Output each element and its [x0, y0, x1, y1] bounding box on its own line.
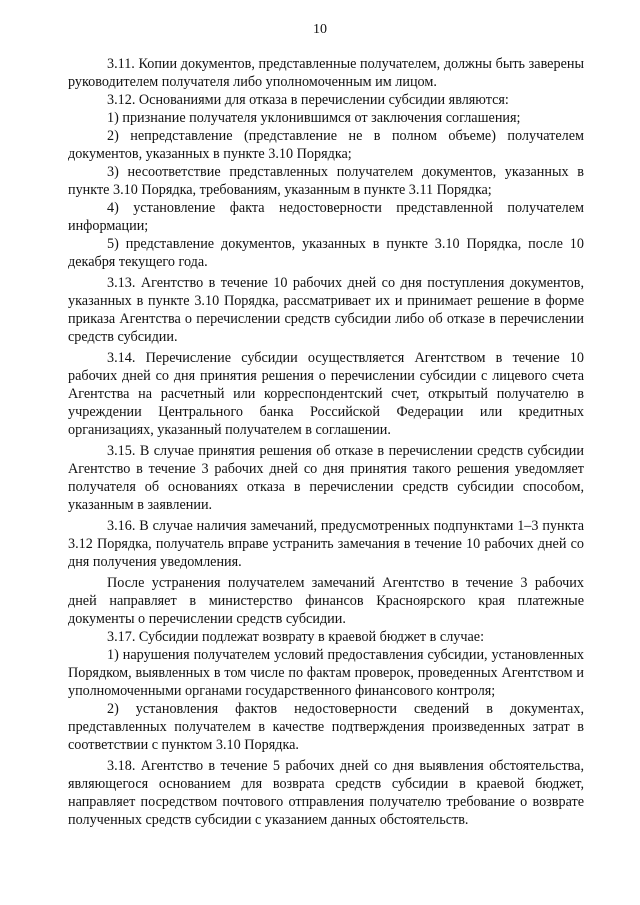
paragraph-3-12-item-3: 3) несоответствие представленных получателем документов, указанных в пункте 3.10 Порядка, требованиям, указанным в пункте 3.11 Порядка; [68, 164, 584, 198]
paragraph-3-14: 3.14. Перечисление субсидии осуществляется Агентством в течение 10 рабочих дней со дня принятия решения о перечислении субсидии с лицевого счета Агентства на расчетный или корреспондентский счет, открытый получателю в учреждении Центрального банка Российской Федерации или кредитных организациях, указанный получателем в соглашении. [68, 350, 584, 438]
paragraph-3-15: 3.15. В случае принятия решения об отказе в перечислении средств субсидии Агентство в течение 3 рабочих дней со дня принятия такого решения уведомляет получателя об основаниях отказа в перечислении средств субсидии способом, указанным в заявлении. [68, 443, 584, 513]
paragraph-3-13: 3.13. Агентство в течение 10 рабочих дней со дня поступления документов, указанных в пункте 3.10 Порядка, рассматривает их и принимает решение в форме приказа Агентства о перечислении средств субсидии либо об отказе в перечислении средств субсидии. [68, 275, 584, 345]
paragraph-3-18: 3.18. Агентство в течение 5 рабочих дней со дня выявления обстоятельства, являющегося основанием для возврата средств субсидии в краевой бюджет, направляет посредством почтового отправления получателю требование о возврате полученных средств субсидии с указанием данных обстоятельств. [68, 758, 584, 828]
paragraph-3-17: 3.17. Субсидии подлежат возврату в краевой бюджет в случае: [107, 629, 485, 645]
paragraph-3-17-item-1: 1) нарушения получателем условий предоставления субсидии, установленных Порядком, выявленных в том числе по фактам проверок, проведенных Агентством и уполномоченными органами государственного финансового контроля; [68, 647, 584, 699]
page-number: 10 [313, 22, 327, 37]
paragraph-3-12-item-2: 2) непредставление (представление не в полном объеме) получателем документов, указанных в пункте 3.10 Порядка; [68, 128, 584, 162]
paragraph-3-11: 3.11. Копии документов, представленные получателем, должны быть заверены руководителем получателя либо уполномоченным им лицом. [68, 56, 584, 90]
paragraph-3-12: 3.12. Основаниями для отказа в перечислении субсидии являются: [107, 92, 509, 108]
document-body [68, 55, 584, 829]
paragraph-3-16-continued: После устранения получателем замечаний Агентство в течение 3 рабочих дней направляет в министерство финансов Красноярского края платежные документы о перечислении средств субсидии. [68, 575, 584, 627]
paragraph-3-12-item-1: 1) признание получателя уклонившимся от заключения соглашения; [107, 110, 521, 126]
paragraph-3-16: 3.16. В случае наличия замечаний, предусмотренных подпунктами 1–3 пункта 3.12 Порядка, получатель вправе устранить замечания в течение 10 рабочих дней со дня получения уведомления. [68, 518, 584, 570]
paragraph-3-12-item-4: 4) установление факта недостоверности представленной получателем информации; [68, 200, 584, 234]
paragraph-3-17-item-2: 2) установления фактов недостоверности сведений в документах, представленных получателем в качестве подтверждения произведенных затрат в соответствии с пунктом 3.10 Порядка. [68, 701, 584, 753]
paragraph-3-12-item-5: 5) представление документов, указанных в пункте 3.10 Порядка, после 10 декабря текущего года. [68, 236, 584, 270]
